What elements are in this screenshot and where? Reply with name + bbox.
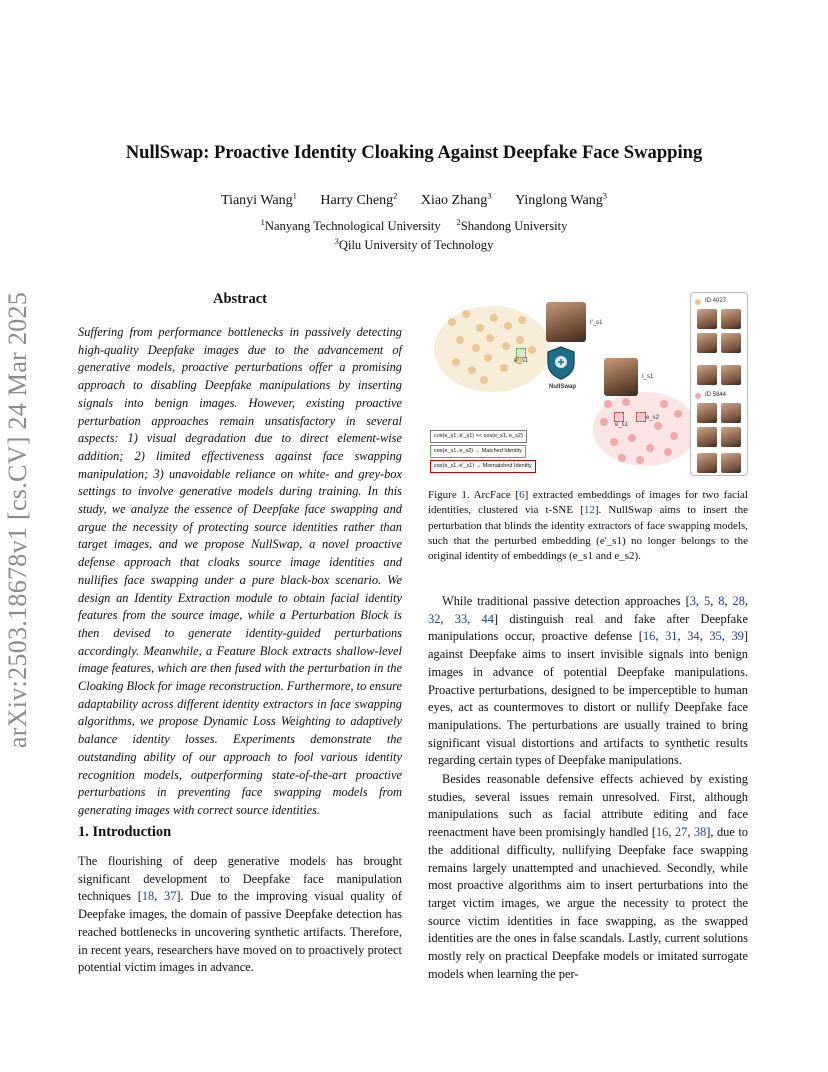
paper-title: NullSwap: Proactive Identity Cloaking Against Deepfake Face Swapping (125, 142, 703, 163)
right-paragraph-1: While traditional passive detection approaches [3, 5, 8, 28, 32, 33, 44] distinguish real and fake after Deepfake manipulations occur, proactive defense [16, 31, 34, 35, 39] against Deepfake aims to insert invisible signals into benign images in advance of potential Deepfake manipulations. Proactive perturbations, designed to be imperceptible to human eyes, act as countermoves to distort or nullify Deepfake face manipulations. The perturbations are usually trained to bring significant visual distortions and artifacts to synthetic results regarding certain types of Deepfake manipulations. (428, 594, 749, 768)
embedding-point (448, 318, 456, 326)
citation-link[interactable]: 32 (428, 611, 441, 626)
embedding-point (502, 342, 510, 350)
embedding-point (674, 410, 682, 418)
embedding-marker-s2 (636, 412, 646, 422)
identity-thumbnail (697, 427, 717, 447)
citation-link[interactable]: 12 (583, 504, 595, 517)
equation-box-mismatched: cos(e_s1, e'_s1) → Mismatched Identity (430, 460, 536, 473)
label-e2: e_s2 (646, 415, 660, 421)
identity-thumbnail (697, 333, 717, 353)
citation-link[interactable]: 16 (642, 629, 656, 644)
nullswap-label: NullSwap (549, 384, 577, 390)
abstract-heading: Abstract (213, 291, 267, 307)
embedding-point (628, 434, 636, 442)
embedding-point (476, 324, 484, 332)
embedding-point (604, 400, 612, 408)
identity-thumbnail (721, 453, 741, 473)
abstract-text: Suffering from performance bottlenecks in passively detecting high-quality Deepfake images due to the advancement of generative models, proactive perturbations offer a promising approach to disabling Deepfake manipulations by inserting signals into benign images. However, existing proactive perturbation approaches remain unsatisfactory in several aspects: 1) visual degradation due to direct element-wise addition; 2) limited effectiveness against face swapping manipulation; 3) unavoidable reliance on white- and grey-box settings to involve generative models during training. In this study, we analyze the essence of Deepfake face swapping and argue the necessity of protecting source identities rather than target images, and we propose NullSwap, a novel proactive defense approach that cloaks source image identities and nullifies face swapping under a pure black-box scenario. We design an Identity Extraction module to obtain facial identity features from the source image, while a Perturbation Block is then devised to generate identity-guided perturbations accordingly. Meanwhile, a Feature Block extracts shallow-level image features, which are then fused with the perturbation in the Cloaking Block for image reconstruction. Furthermore, to ensure adaptability across different identity extractors in face swapping algorithms, we propose Dynamic Loss Weighting to adaptively balance identity losses. Experiments demonstrate the outstanding ability of our approach to fool various identity recognition models, outperforming state-of-the-art proactive perturbations in preventing face swapping models from generating images with correct source identities. (78, 325, 402, 817)
embedding-point (472, 344, 480, 352)
embedding-point (500, 364, 508, 372)
identity-thumbnail (721, 403, 741, 423)
author: Tianyi Wang$^1$ (221, 190, 297, 208)
affiliations-line-1: $^1$Nanyang Technological University $^2$Shandong University (260, 216, 568, 233)
embedding-point (462, 310, 470, 318)
identity-thumbnail (697, 453, 717, 473)
embedding-point (610, 438, 618, 446)
citation-link[interactable]: 33 (454, 611, 468, 626)
legend-id-b: ID 5844 (705, 392, 727, 398)
embedding-point (504, 322, 512, 330)
identity-panel (690, 292, 748, 476)
citation-link[interactable]: 5 (703, 594, 711, 608)
embedding-point (516, 336, 524, 344)
citation-link[interactable]: 39 (731, 629, 744, 644)
author: Xiao Zhang$^3$ (420, 190, 492, 208)
embedding-point (518, 316, 526, 324)
embedding-point (670, 432, 678, 440)
right-paragraph-2: Besides reasonable defensive effects achieved by existing studies, several issues remain unresolved. First, although manipulations such as facial attribute editing and face reenactment have been promisingly handled [16, 27, 38], due to the additional difficulty, nullifying Deepfake face swapping remains largely unattempted and unachieved. Secondly, while most proactive algorithms aim to insert perturbations into the target victim images, we argue the necessity to protect the source victim identities in face swapping, as the swapped identities are the ones in false scandals. Lastly, current solutions mostly rely on practical Deepfake models or imitated surrogate models when learning the per- (428, 772, 748, 981)
perturbed-face-image (546, 302, 586, 342)
citation-link[interactable]: 35 (709, 629, 722, 644)
arxiv-stamp-text: arXiv:2503.18678v1 [cs.CV] 24 Mar 2025 (3, 291, 32, 749)
label-e-prime: e'_s1 (514, 358, 529, 364)
embedding-point (660, 400, 668, 408)
label-i: I_s1 (642, 374, 654, 380)
citation-link[interactable]: 8 (718, 594, 725, 608)
label-e1: e_s1 (615, 422, 629, 428)
author: Yinglong Wang$^3$ (515, 190, 607, 208)
citation-link[interactable]: 37 (164, 889, 177, 904)
figure-caption: Figure 1. ArcFace [6] extracted embeddings of images for two facial identities, clustered via t-SNE [12]. NullSwap aims to insert the perturbation that blinds the identity extractors of face swapping models, such that the perturbed embedding (e'_s1) no longer belongs to the original identity of embeddings (e_s1 and e_s2). (428, 489, 748, 563)
embedding-point (452, 358, 460, 366)
legend-dot-id-b (695, 393, 701, 399)
embedding-point (468, 366, 476, 374)
embedding-point (636, 456, 644, 464)
intro-paragraph: The flourishing of deep generative models has brought significant development to Deepfake face manipulation techniques [18, 37]. Due to the improving visual quality of Deepfake images, the domain of passive Deepfake detection has reached bottlenecks in uncovering synthetic artifacts. Therefore, in recent years, researchers have moved on to proactively protect potential victim images in advance. (78, 854, 402, 975)
citation-link[interactable]: 18 (141, 889, 155, 904)
embedding-point (528, 346, 536, 354)
source-face-image (604, 358, 638, 396)
identity-thumbnail (697, 365, 717, 385)
identity-thumbnail (721, 365, 741, 385)
author: Harry Cheng$^2$ (320, 190, 398, 208)
citation-link[interactable]: 6 (519, 489, 525, 501)
legend-dot-id-a (695, 299, 701, 305)
affiliations-line-2: $^3$Qilu University of Technology (334, 235, 494, 252)
citation-link[interactable]: 31 (665, 629, 678, 644)
legend-id-a: ID 4027 (705, 298, 727, 304)
embedding-point (618, 454, 626, 462)
citation-link[interactable]: 34 (687, 629, 700, 644)
equation-box-matched: cos(e_s1, e_s2) → Matched Identity (430, 445, 526, 458)
citation-link[interactable]: 3 (689, 594, 696, 608)
identity-thumbnail (721, 333, 741, 353)
embedding-point (654, 422, 662, 430)
embedding-point (484, 354, 492, 362)
identity-thumbnail (721, 427, 741, 447)
identity-thumbnail (697, 309, 717, 329)
embedding-point (480, 376, 488, 384)
embedding-point (646, 444, 654, 452)
embedding-point (664, 448, 672, 456)
label-i-prime: I'_s1 (590, 320, 603, 326)
citation-link[interactable]: 16 (655, 825, 669, 840)
embedding-point (600, 418, 608, 426)
embedding-point (456, 336, 464, 344)
figure-1 (428, 288, 746, 476)
author-list (0, 190, 828, 209)
identity-thumbnail (721, 309, 741, 329)
citation-link[interactable]: 44 (481, 611, 494, 626)
perturbed-embedding-marker (516, 348, 526, 358)
citation-link[interactable]: 27 (674, 825, 688, 840)
citation-link[interactable]: 28 (732, 594, 745, 608)
identity-thumbnail (697, 403, 717, 423)
embedding-marker-s1 (614, 412, 624, 422)
embedding-point (622, 398, 630, 406)
equation-box: cos(e_s1, e'_s1) << cos(e_s1, e_s2) (430, 430, 527, 443)
shield-icon (546, 346, 576, 380)
section-heading-introduction: 1. Introduction (78, 824, 172, 840)
embedding-point (490, 314, 498, 322)
citation-link[interactable]: 38 (693, 825, 707, 840)
embedding-point (486, 334, 494, 342)
